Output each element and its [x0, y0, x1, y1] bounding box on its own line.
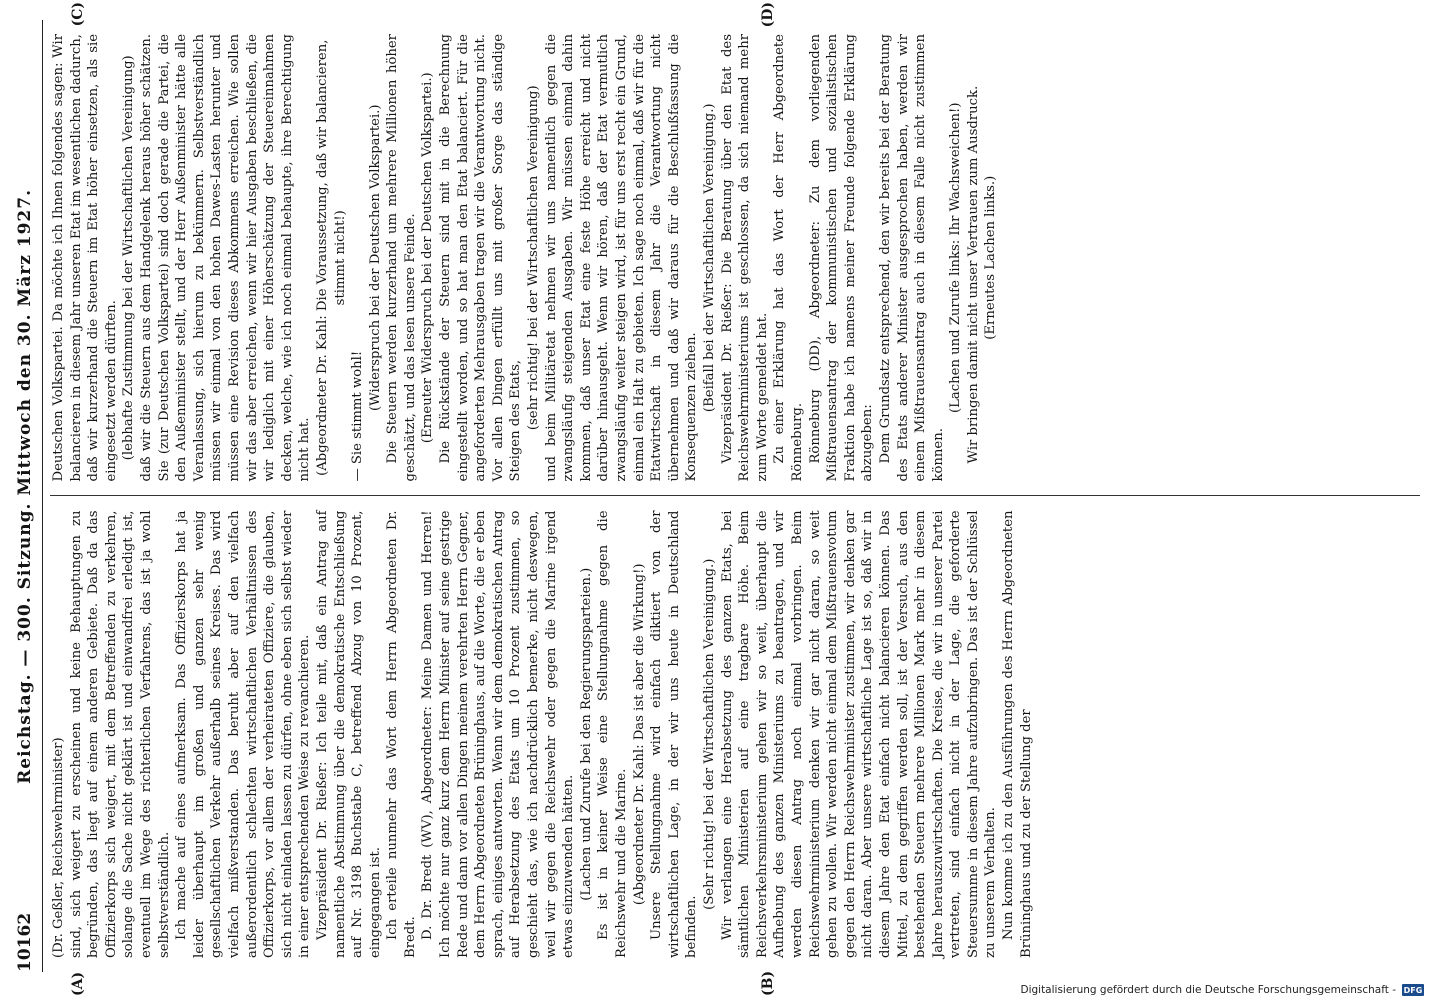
paragraph: Nun komme ich zu den Ausführungen des Herrn Abgeordneten Brüninghaus und zu der Stellung der — [1001, 510, 1034, 958]
paragraph: Vizepräsident Dr. Rießer: Ich teile mit, daß ein Antrag auf namentliche Abstimmung über die demokratische Entschließung auf Nr. 3198 Buchstabe C, betreffend Abzug von 10 Prozent, eingegangen ist. — [314, 510, 383, 958]
paragraph: Vizepräsident Dr. Rießer: Die Beratung über den Etat des Reichswehrministeriums ist geschlossen, da sich niemand mehr zum Worte gemeldet hat. — [719, 34, 770, 482]
margin-mark-a: (A) — [70, 971, 86, 996]
page-number: 10162 — [15, 912, 35, 972]
paragraph: Ich mache auf eines aufmerksam. Das Offizierskorps hat ja leider überhaupt im großen und ganzen sehr wenig gesellschaftlichen Verkehr außerhalb seines Kreises. Das wird vielfach mißverstanden. Das beruht aber auf den vielfach außerordentlich schlechten wirtschaftlichen Verhältnissen des Offizierkorps, vor allem der verheirateten Offiziere, die glauben, sich nicht einladen lassen zu dürfen, ohne eben sich selbst wieder in einer entsprechenden Weise zu revanchieren. — [174, 510, 313, 958]
paragraph: sind, sich weigert zu erscheinen und keine Behauptungen zu begründen, das liegt auf einem anderen Gebiete. Daß da das Offizierkorps sich weigert, mit dem Betreffenden zu verkehren, solange die Sache nicht geklärt ist und einwandfrei erledigt ist, eventuell im Wege des richterlichen Verfahrens, das ist ja wohl selbstverständlich. — [68, 510, 172, 958]
interjection: (Erneutes Lachen links.) — [983, 175, 999, 340]
paragraph: Es ist in keiner Weise eine Stellungnahme gegen die Reichswehr und die Marine. — [596, 510, 629, 958]
paragraph: Wir bringen damit nicht unser Vertrauen zum Ausdruck. — [965, 85, 981, 464]
interjection: (Abgeordneter Dr. Kahl: Die Voraussetzung, daß wir balancieren, stimmt nicht!) — [314, 39, 348, 476]
paragraph: Ich erteile nunmehr das Wort dem Herrn Abgeordneten Dr. Bredt. — [385, 510, 418, 958]
paragraph: Wir verlangen eine Herabsetzung des ganzen Etats, bei sämtlichen Ministerien auf eine tragbare Höhe. Beim Reichsverkehrsministerium gehen wir so weit, überhaupt die Aufhebung des ganzen Ministeriums zu beantragen, und wir werden diesen Antrag noch einmal vorbringen. Beim Reichswehrministerium denken wir gar nicht daran, so weit gehen zu wollen. Wir werden nicht einmal dem Mißtrauensvotum gegen den Herrn Reichswehrminister zustimmen, wir denken gar nicht daran. Aber unsere wirtschaftliche Lage ist so, daß wir in diesem Jahre den Etat einfach nicht balancieren können. Das Mittel, zu dem gegriffen werden soll, ist der Versuch, aus den bestehenden Steuern mehrere Millionen Mark mehr in diesem Jahre herauszuwirtschaften. Die Kreise, die wir in unserer Partei vertreten, sind einfach nicht in der Lage, die geforderte Steuersumme in diesem Jahre aufzubringen. Das ist der Schlüssel zu unserem Verhalten. — [719, 510, 999, 958]
left-column — [50, 496, 1420, 973]
text-columns — [50, 20, 1420, 972]
paragraph: Unsere Stellungnahme wird einfach diktiert von der wirtschaftlichen Lage, in der wir uns heute in Deutschland befinden. — [649, 510, 700, 958]
interjection: (lebhafte Zustimmung bei der Wirtschaftlichen Vereinigung) — [121, 55, 137, 461]
paragraph: Die Steuern werden kurzerhand um mehrere Millionen höher geschätzt, und das lesen unsere Feinde. — [385, 34, 418, 482]
interjection: (Sehr richtig! bei der Wirtschaftlichen Vereinigung.) — [701, 558, 717, 910]
paragraph: — Sie stimmt wohl! — [350, 350, 366, 482]
footer-text: Digitalisierung gefördert durch die Deutsche Forschungsgemeinschaft - — [1020, 984, 1396, 996]
paragraph: Die Rückstände der Steuern sind mit in die Berechnung eingestellt worden, und so hat man den Etat balanciert. Für die angeforderten Mehrausgaben tragen wir die Verantwortung nicht. Vor allen Dingen erfüllt uns mit großer Sorge das ständige Steigen des Etats, — [438, 34, 524, 482]
page-header — [8, 20, 43, 972]
page-title: Reichstag. — 300. Sitzung. Mittwoch den 30. März 1927. — [15, 189, 35, 784]
interjection: (Lachen und Zurufe links: Ihr Wachsweichen!) — [948, 102, 964, 413]
margin-mark-b: (B) — [760, 970, 776, 996]
paragraph: Rönneburg (DD), Abgeordneter: Zu dem vorliegenden Mißtrauensantrag der kommunistischen und sozialistischen Fraktion habe ich namens meiner Freunde folgende Erklärung abzugeben: — [807, 34, 876, 482]
paragraph: Dem Grundsatz entsprechend, den wir bereits bei der Beratung des Etats anderer Minister ausgesprochen haben, werden wir einem Mißtrauensantrag auch in diesem Falle nicht zustimmen können. — [877, 34, 946, 482]
interjection: (Lachen und Zurufe bei den Regierungsparteien.) — [578, 567, 594, 901]
margin-mark-d: (D) — [760, 2, 776, 28]
paragraph: und beim Militäretat nehmen wir uns namentlich gegen die zwangsläufig steigenden Ausgaben. Wir müssen einmal dahin kommen, daß unser Etat eine feste Höhe erreicht und nicht darüber hinausgeht. Wenn wir hören, daß der Etat vermutlich zwangsläufig weiter steigen wird, ist für uns erst recht ein Grund, einmal ein Halt zu gebieten. Ich sage noch einmal, daß wir für die Etatwirtschaft in diesem Jahr die Verantwortung nicht übernehmen und daß wir daraus für die Beschlußfassung die Konsequenzen ziehen. — [543, 34, 700, 482]
right-column — [50, 20, 1420, 496]
interjection: (Abgeordneter Dr. Kahl: Das ist aber die Wirkung!) — [631, 563, 647, 906]
paragraph: (Dr. Geßler, Reichswehrminister) — [51, 737, 66, 958]
interjection: (sehr richtig! bei der Wirtschaftlichen Vereinigung) — [526, 85, 542, 431]
interjection: (Beifall bei der Wirtschaftlichen Vereinigung.) — [701, 103, 717, 413]
paragraph: Zu einer Erklärung hat das Wort der Herr Abgeordnete Rönneburg. — [772, 34, 805, 482]
paragraph: daß wir die Steuern aus dem Handgelenk heraus höher schätzen. Sie (zur Deutschen Volkspartei) sind doch gerade die Partei, die den Außenminister stellt, und der Herr Außenminister hätte alle Veranlassung, sich hierum zu bekümmern. Selbstverständlich müssen wir einmal von den hohen Dawes-Lasten herunter und müssen eine Revision dieses Abkommens erreichen. Wie sollen wir das aber erreichen, wenn wir hier Ausgaben beschließen, die wir lediglich mit einer Höherschätzung der Steuereinnahmen decken, welche, wie ich noch einmal behaupte, ihre Berechtigung nicht hat. — [138, 34, 313, 482]
interjection: (Widerspruch bei der Deutschen Volkspartei.) — [367, 104, 383, 412]
interjection: (Erneuter Widerspruch bei der Deutschen Volkspartei.) — [420, 72, 436, 444]
dfg-logo: DFG — [1403, 985, 1423, 995]
page-footer — [0, 982, 1434, 998]
paragraph: D. Dr. Bredt (WV), Abgeordneter: Meine Damen und Herren! Ich möchte nur ganz kurz dem Herrn Minister auf seine gestrige Rede und dann vor allen Dingen meinem verehrten Herrn Gegner, dem Herrn Abgeordneten Brüninghaus, auf die Worte, die er eben sprach, einiges antworten. Wenn wir dem demokratischen Antrag auf Herabsetzung des Etats um 10 Prozent zustimmen, so geschieht das, wie ich nachdrücklich bemerke, nicht deswegen, weil wir gegen die Reichswehr oder gegen die Marine irgend etwas einzuwenden hätten. — [420, 510, 577, 958]
paragraph: Deutschen Volkspartei. Da möchte ich Ihnen folgendes sagen: Wir balancieren in diesem Jahr unseren Etat im wesentlichen dadurch, daß wir kurzerhand die Steuern im Etat höher einsetzen, als sie eingesetzt werden dürften. — [51, 34, 119, 482]
margin-mark-c: (C) — [70, 2, 86, 27]
